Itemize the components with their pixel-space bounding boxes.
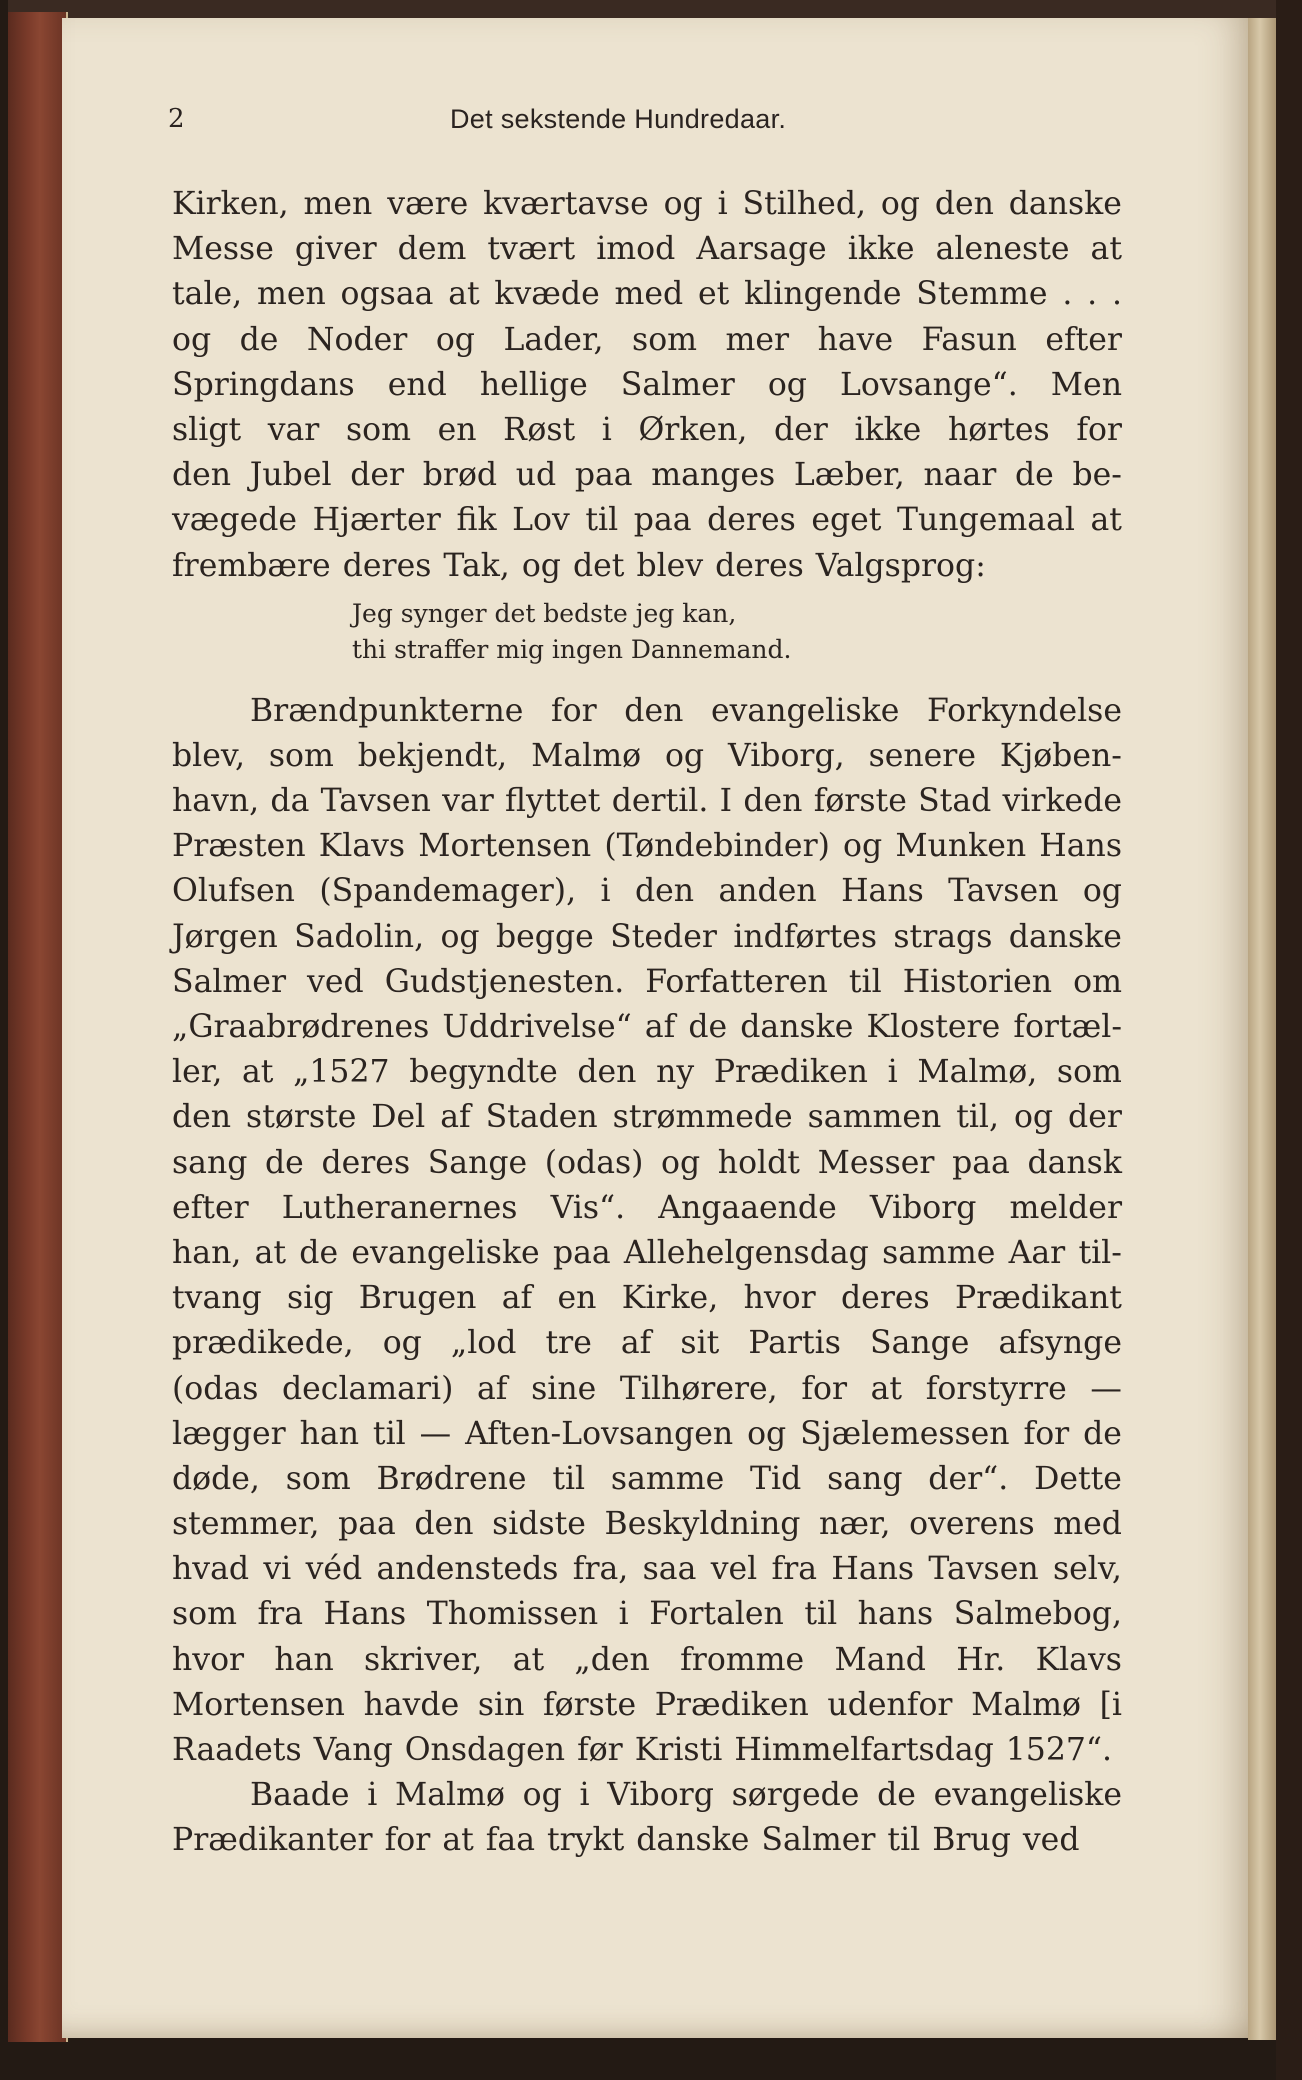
text-line: hvor han skriver, at „den fromme Mand Hr. Klavs [172,1641,1122,1678]
text-line: Raadets Vang Onsdagen før Kristi Himmelfartsdag 1527“. [172,1732,1113,1768]
text-line: (odas declamari) af sine Tilhørere, for at forstyrre — [172,1370,1122,1407]
page-number: 2 [168,104,185,134]
text-line: Prædikanter for at faa trykt danske Salmer til Brug ved [172,1822,1080,1859]
book-spine [8,12,68,2042]
page-header [168,100,1148,144]
text-line: han, at de evangeliske paa Allehelgensdag samme Aar til- [172,1234,1122,1271]
paragraph-1 [172,182,1122,589]
verse-line: Jeg synger det bedste jeg kan, [352,599,737,628]
text-line: Olufsen (Spandemager), i den anden Hans Tavsen og [172,873,1122,910]
text-line: og de Noder og Lader, som mer have Fasun efter [172,321,1122,358]
text-line: døde, som Brødrene til samme Tid sang der“. Dette [172,1460,1122,1497]
body-text [172,182,1122,1864]
text-line: tvang sig Brugen af en Kirke, hvor deres Prædikant [172,1280,1122,1317]
text-line: Salmer ved Gudstjenesten. Forfatteren til Historien om [172,963,1122,1000]
text-line: Mortensen havde sin første Prædiken udenfor Malmø [i [172,1686,1122,1723]
text-line: den Jubel der brød ud paa manges Læber, naar de be- [172,457,1122,494]
text-line: lægger han til — Aften-Lovsangen og Sjælemessen for de [172,1415,1122,1452]
text-line: hvad vi véd andensteds fra, saa vel fra Hans Tavsen selv, [172,1551,1122,1588]
text-line: tale, men ogsaa at kvæde med et klingende Stemme . . . [172,276,1122,313]
text-line: ler, at „1527 begyndte den ny Prædiken i Malmø, som [172,1054,1122,1091]
text-line: stemmer, paa den sidste Beskyldning nær, overens med [172,1506,1122,1543]
text-line: sligt var som en Røst i Ørken, der ikke hørtes for [172,411,1122,448]
text-line: havn, da Tavsen var flyttet dertil. I den første Stad virkede [172,783,1122,820]
text-line: efter Lutheranernes Vis“. Angaaende Viborg melder [172,1189,1122,1226]
text-line: „Graabrødrenes Uddrivelse“ af de danske Klostere fortæl- [172,1009,1122,1045]
text-line: Baade i Malmø og i Viborg sørgede de evangeliske [250,1777,1122,1814]
text-line: Messe giver dem tvært imod Aarsage ikke aleneste at [172,231,1122,268]
text-line: prædikede, og „lod tre af sit Partis Sange afsynge [172,1325,1122,1362]
text-line: sang de deres Sange (odas) og holdt Messer paa dansk [172,1144,1122,1181]
text-line: den største Del af Staden strømmede sammen til, og der [172,1099,1122,1136]
text-line: som fra Hans Thomissen i Fortalen til hans Salmebog, [172,1596,1122,1633]
page-edges [1248,18,1278,2040]
text-line: Kirken, men være kværtavse og i Stilhed, og den danske [172,186,1122,222]
text-line: Præsten Klavs Mortensen (Tøndebinder) og Munken Hans [172,828,1122,865]
text-line: Brændpunkterne for den evangeliske Forkyndelse [250,692,1122,729]
paragraph-2 [172,689,1122,1774]
text-line: vægede Hjærter fik Lov til paa deres eget Tungemaal at [172,502,1122,539]
verse-line: thi straffer mig ingen Dannemand. [352,635,792,664]
text-line: Springdans end hellige Salmer og Lovsange“. Men [172,366,1122,403]
verse-quote [352,596,1052,668]
paragraph-3 [172,1773,1122,1863]
running-title: Det sekstende Hundredaar. [450,104,787,134]
text-line: Jørgen Sadolin, og begge Steder indførtes strags danske [172,918,1122,955]
text-line: blev, som bekjendt, Malmø og Viborg, senere Kjøben- [172,737,1122,774]
cover-right-edge [1276,0,1302,2080]
text-line: frembære deres Tak, og det blev deres Valgsprog: [172,547,986,584]
